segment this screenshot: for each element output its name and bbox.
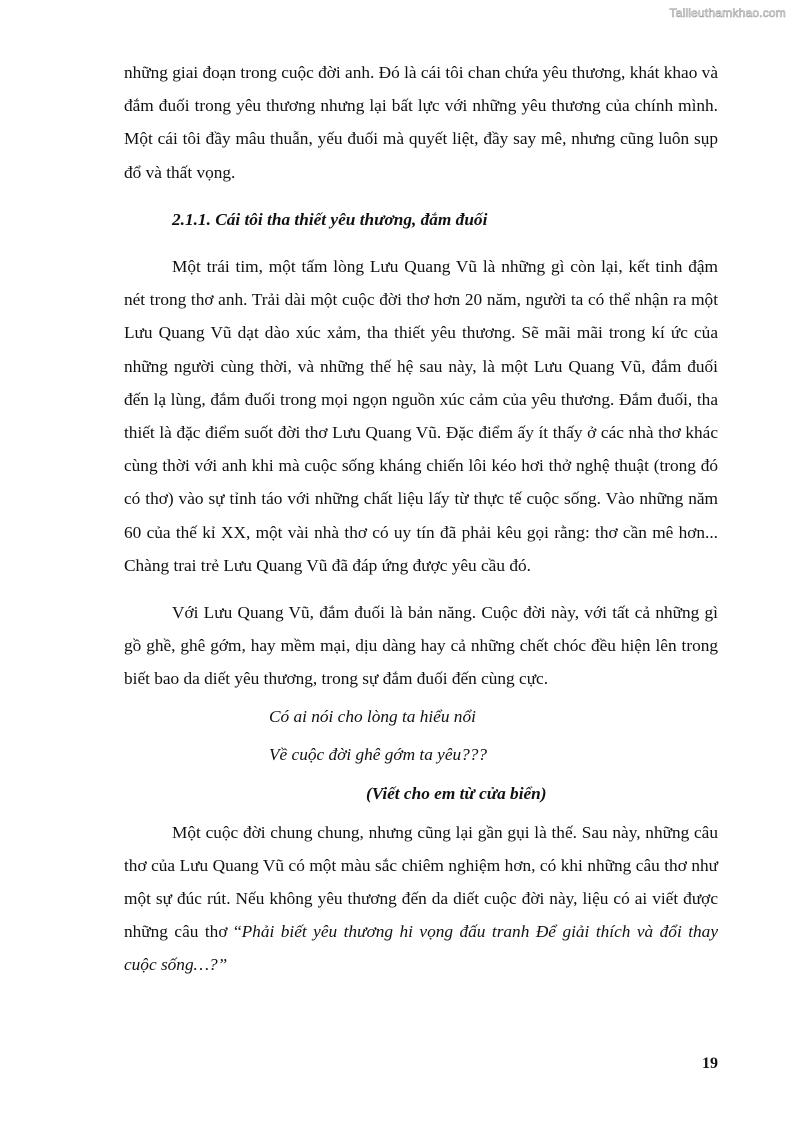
- body-paragraph: Với Lưu Quang Vũ, đắm đuối là bản năng. Cuộc đời này, với tất cả những gì gồ ghề, ghê gớm, hay mềm mại, dịu dàng hay cả những chết chóc đều hiện lên trong biết bao da diết yêu thương, trong sự đắm đuối đến cùng cực.: [124, 603, 718, 689]
- poem-excerpt: [124, 698, 718, 814]
- paragraph-text: Một cuộc đời chung chung, nhưng cũng lại gần gụi là thế. Sau này, những câu thơ của Lưu Quang Vũ có một màu sắc chiêm nghiệm hơn, có khi những câu thơ như một sự đúc rút. Nếu không yêu thương đến da diết cuộc đời này, liệu có ai viết được những câu thơ “: [124, 822, 718, 942]
- poem-source: (Viết cho em từ cửa biển): [366, 783, 547, 803]
- watermark: Tailieuthamkhao.com: [669, 6, 786, 20]
- quoted-verse: Phải biết yêu thương hi vọng đấu tranh Để giải thích và đổi thay cuộc sống…?: [124, 922, 718, 975]
- poem-line: Có ai nói cho lòng ta hiểu nổi: [269, 706, 476, 726]
- document-page: [124, 56, 718, 982]
- paragraph-continuation: những giai đoạn trong cuộc đời anh. Đó là cái tôi chan chứa yêu thương, khát khao và đắm đuối trong yêu thương nhưng lại bất lực với những yêu thương của chính mình. Một cái tôi đầy mâu thuẫn, yếu đuối mà quyết liệt, đầy say mê, nhưng cũng luôn sụp đổ và thất vọng.: [124, 63, 718, 182]
- body-paragraph: [124, 816, 718, 982]
- poem-line: Về cuộc đời ghê gớm ta yêu???: [269, 744, 488, 764]
- page-number: 19: [702, 1055, 718, 1072]
- body-paragraph: Một trái tim, một tấm lòng Lưu Quang Vũ là những gì còn lại, kết tinh đậm nét trong thơ anh. Trải dài một cuộc đời thơ hơn 20 năm, người ta có thể nhận ra một Lưu Quang Vũ dạt dào xúc xảm, tha thiết yêu thương. Sẽ mãi mãi trong kí ức của những người cùng thời, và những thế hệ sau này, là một Lưu Quang Vũ, đắm đuối đến lạ lùng, đắm đuối trong mọi ngọn nguồn xúc cảm của yêu thương. Đắm đuối, tha thiết là đặc điểm suốt đời thơ Lưu Quang Vũ. Đặc điểm ấy ít thấy ở các nhà thơ khác cùng thời với anh khi mà cuộc sống kháng chiến lôi kéo hơi thở nghệ thuật (trong đó có thơ) vào sự tỉnh táo với những chất liệu lấy từ thực tế cuộc sống. Vào những năm 60 của thế kỉ XX, một vài nhà thơ có uy tín đã phải kêu gọi rằng: thơ cần mê hơn... Chàng trai trẻ Lưu Quang Vũ đã đáp ứng được yêu cầu đó.: [124, 257, 718, 575]
- section-heading: 2.1.1. Cái tôi tha thiết yêu thương, đắm đuối: [172, 209, 488, 229]
- closing-quote-mark: ”: [217, 955, 228, 975]
